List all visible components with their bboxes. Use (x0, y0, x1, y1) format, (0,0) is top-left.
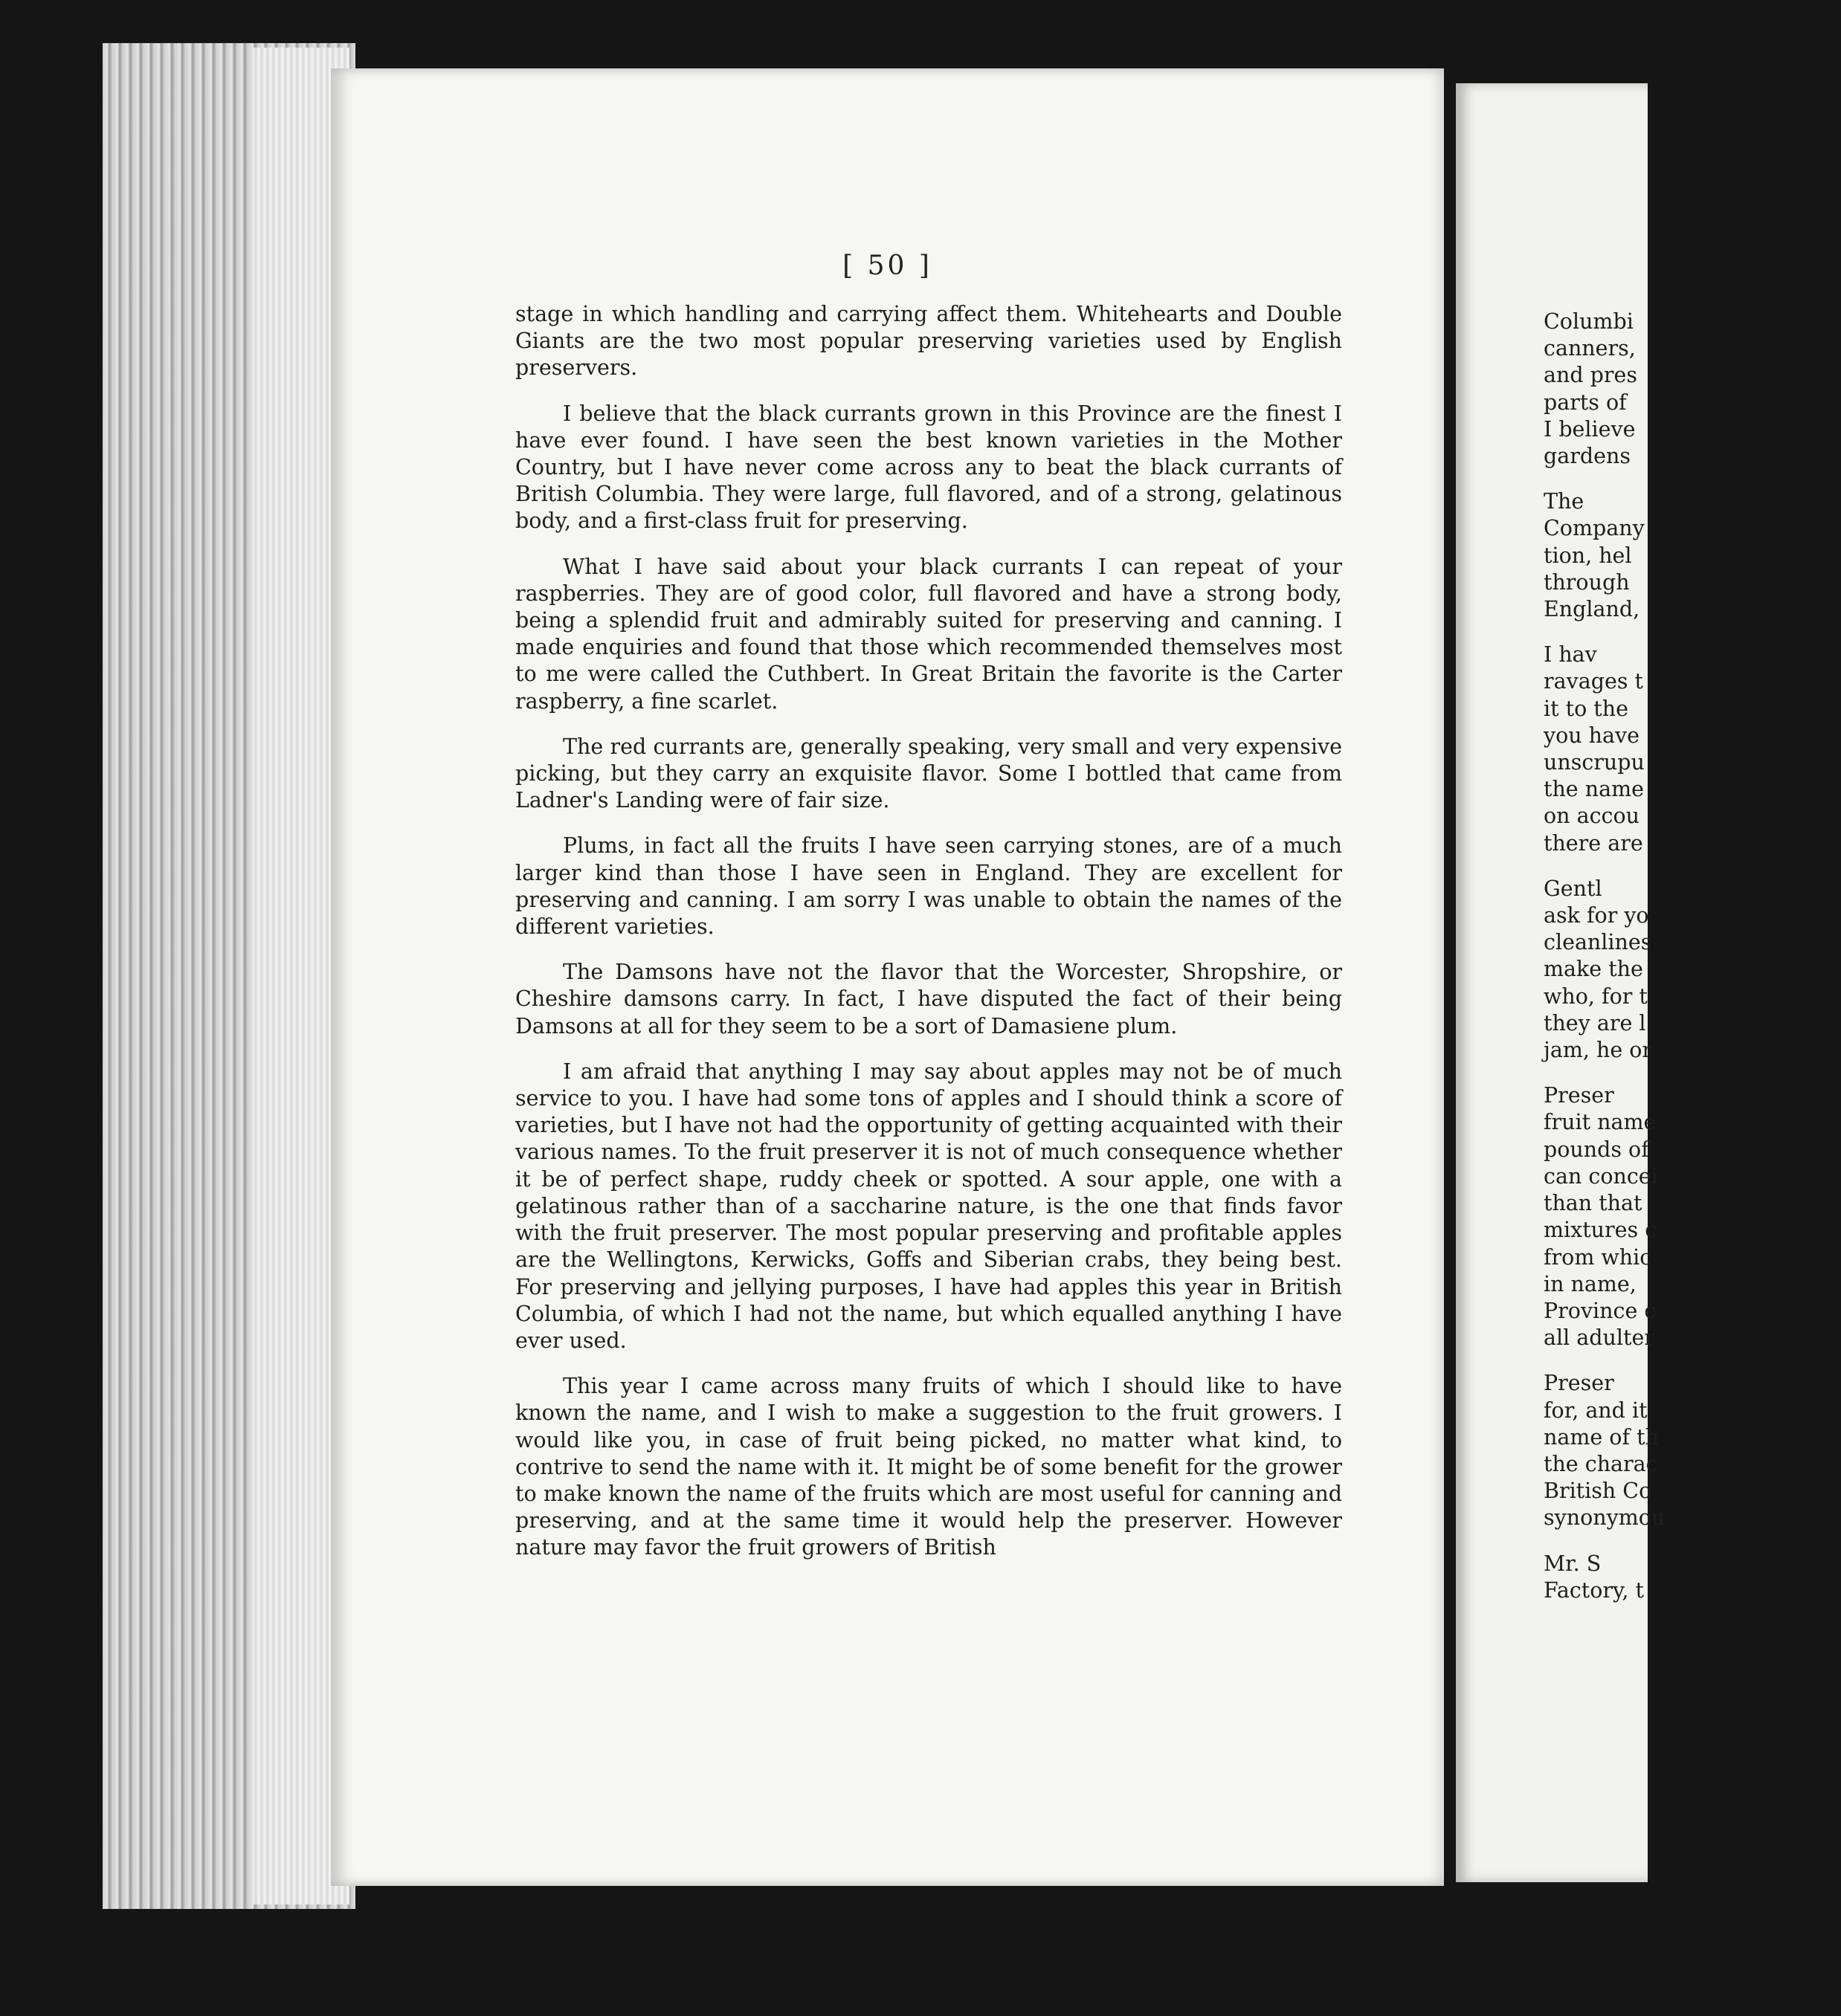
facing-page-line: I believe (1544, 416, 1636, 442)
facing-page-line: I hav (1544, 642, 1597, 668)
facing-page-line: synonymou (1544, 1505, 1666, 1531)
facing-page-line: gardens (1544, 444, 1631, 469)
facing-page-line: The (1544, 489, 1584, 514)
facing-page-line: through (1544, 569, 1630, 595)
facing-page-line: cleanlines (1544, 930, 1652, 955)
facing-page-line: Factory, t (1544, 1577, 1644, 1603)
paragraph: The red currants are, generally speaking, very small and very expensive picking, but they carry an exquisite flavor. Some I bottled that came from Ladner's Landing were of fair size. (515, 734, 1342, 813)
paragraph: I believe that the black currants grown in this Province are the finest I have ever found. I have seen the best known varieties in the Mother Country, but I have never come across any to beat the black currants of British Columbia. They were large, full flavored, and of a strong, gelatinous body, and a first-class fruit for preserving. (515, 401, 1342, 534)
facing-page-line: tion, hel (1544, 543, 1632, 568)
paragraph: stage in which handling and carrying affect them. Whitehearts and Double Giants are the two most popular preserving varieties used by English preservers. (515, 302, 1342, 381)
main-text-column (515, 301, 1342, 1580)
facing-page-line: ravages t (1544, 669, 1643, 694)
line-gap (1544, 857, 1841, 876)
paragraph: I am afraid that anything I may say about apples may not be of much service to you. I have had some tons of apples and I should think a score of varieties, but I have not had the opportunity of getting acquainted with their various names. To the fruit preserver it is not of much consequence whether it be of perfect shape, ruddy cheek or spotted. A sour apple, one with a gelatinous rather than of a saccharine nature, is the one that finds favor with the fruit preserver. The most popular preserving and profitable apples are the Wellingtons, Kerwicks, Goffs and Siberian crabs, they being best. For preserving and jellying purposes, I have had apples this year in British Columbia, of which I had not the name, but which equalled anything I have ever used. (515, 1059, 1342, 1353)
facing-page-line: pounds of (1544, 1137, 1649, 1162)
facing-page-line: England, (1544, 597, 1640, 622)
facing-page-line: the charac (1544, 1451, 1658, 1476)
left-page (331, 68, 1444, 1886)
facing-page-line: mixtures c (1544, 1218, 1657, 1243)
page-number: [ 50 ] (842, 251, 932, 281)
facing-page-line: fruit name (1544, 1110, 1657, 1135)
facing-page-line: Company (1544, 516, 1645, 541)
paragraph: Plums, in fact all the fruits I have seen carrying stones, are of a much larger kind than those I have seen in England. They are excellent for preserving and canning. I am sorry I was unable to obtain the names of the different varieties. (515, 833, 1342, 940)
facing-page-line: canners, (1544, 336, 1636, 361)
facing-page-line: you have (1544, 723, 1640, 748)
facing-page-line: Province c (1544, 1298, 1657, 1323)
line-gap (1544, 1351, 1841, 1370)
facing-page-line: the name (1544, 777, 1644, 802)
line-gap (1544, 623, 1841, 642)
facing-page-line: jam, he or (1544, 1038, 1653, 1063)
facing-page-line: name of th (1544, 1424, 1659, 1450)
line-gap (1544, 470, 1841, 488)
line-gap (1544, 1532, 1841, 1551)
facing-page-line: make the (1544, 957, 1643, 982)
paragraph: What I have said about your black currants I can repeat of your raspberries. They are of good color, full flavored and have a strong body, being a splendid fruit and admirably suited for preserving and canning. I made enquiries and found that those which recommended themselves most to me were called the Cuthbert. In Great Britain the favorite is the Carter raspberry, a fine scarlet. (515, 554, 1342, 714)
paragraph: This year I came across many fruits of which I should like to have known the name, and I wish to make a suggestion to the fruit growers. I would like you, in case of fruit being picked, no matter what kind, to contrive to send the name with it. It might be of some benefit for the grower to make known the name of the fruits which are most useful for canning and preserving, and at the same time it would help the preserver. However nature may favor the fruit growers of British (515, 1374, 1342, 1560)
facing-page-line: Mr. S (1544, 1551, 1602, 1576)
facing-page-line: than that (1544, 1191, 1642, 1216)
facing-page-line: Preser (1544, 1371, 1614, 1396)
paragraph: The Damsons have not the flavor that the Worcester, Shropshire, or Cheshire damsons carry. In fact, I have disputed the fact of their being Damsons at all for they seem to be a sort of Damasiene plum. (515, 960, 1342, 1038)
facing-page-line: for, and it (1544, 1398, 1648, 1423)
facing-page-line: Preser (1544, 1083, 1614, 1108)
facing-page-line: and pres (1544, 363, 1638, 388)
facing-page-line: from whic (1544, 1244, 1652, 1270)
facing-page-line: who, for t (1544, 983, 1648, 1009)
facing-page (1456, 83, 1666, 1882)
facing-page-line: Columbi (1544, 309, 1634, 334)
facing-page-line: Gentl (1544, 876, 1602, 901)
facing-page-line: unscrupu (1544, 750, 1645, 775)
facing-page-line: British Co (1544, 1479, 1652, 1504)
facing-page-line: can concei (1544, 1163, 1658, 1189)
line-gap (1544, 1064, 1841, 1082)
facing-page-line: in name, (1544, 1271, 1637, 1296)
facing-page-line: parts of (1544, 390, 1627, 415)
facing-page-text (1544, 308, 1841, 1604)
facing-page-line: ask for yo (1544, 903, 1649, 928)
facing-page-line: there are (1544, 830, 1643, 856)
facing-page-line: it to the (1544, 696, 1628, 721)
facing-page-line: they are l (1544, 1010, 1646, 1036)
facing-page-line: on accou (1544, 804, 1640, 829)
facing-page-line: all adulter (1544, 1325, 1654, 1351)
